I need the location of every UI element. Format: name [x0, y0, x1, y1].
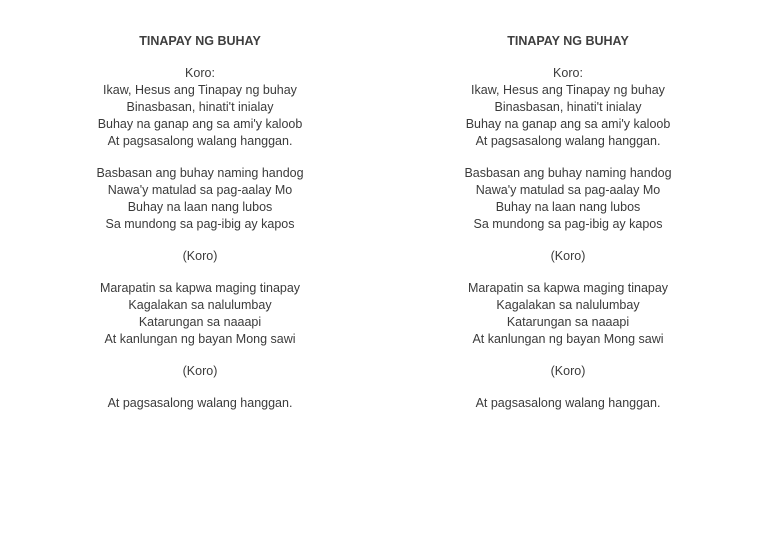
lyrics-column-left: [60, 33, 340, 427]
lyric-line: Kagalakan sa nalulumbay: [496, 298, 640, 312]
lyric-line: At kanlungan ng bayan Mong sawi: [472, 332, 664, 346]
lyric-line: At pagsasalong walang hanggan.: [107, 134, 293, 148]
lyric-line: Nawa'y matulad sa pag-aalay Mo: [475, 183, 661, 197]
stanza-verse-2: [428, 280, 708, 348]
stanza-chorus-ref-1: [428, 248, 708, 265]
stanza-verse-1: [428, 165, 708, 233]
lyric-line: Buhay na ganap ang sa ami'y kaloob: [97, 117, 303, 131]
lyric-line: Sa mundong sa pag-ibig ay kapos: [473, 217, 663, 231]
lyric-line: (Koro): [182, 249, 218, 263]
lyrics-column-right: [428, 33, 708, 427]
lyric-line: Koro:: [185, 66, 215, 80]
lyric-line: Marapatin sa kapwa maging tinapay: [99, 281, 301, 295]
stanza-chorus-ref-2: [428, 363, 708, 380]
lyric-line: Buhay na ganap ang sa ami'y kaloob: [465, 117, 671, 131]
lyric-line: Sa mundong sa pag-ibig ay kapos: [105, 217, 295, 231]
lyric-line: Buhay na laan nang lubos: [127, 200, 273, 214]
lyric-line: Katarungan sa naaapi: [138, 315, 262, 329]
song-title: TINAPAY NG BUHAY: [507, 34, 629, 48]
lyric-line: (Koro): [550, 364, 586, 378]
lyric-line: At kanlungan ng bayan Mong sawi: [104, 332, 296, 346]
lyric-line: Binasbasan, hinati't inialay: [494, 100, 642, 114]
lyric-line: Basbasan ang buhay naming handog: [96, 166, 304, 180]
lyric-line: Marapatin sa kapwa maging tinapay: [467, 281, 669, 295]
lyric-line: At pagsasalong walang hanggan.: [475, 134, 661, 148]
stanza-chorus-ref-1: [60, 248, 340, 265]
stanza-verse-2: [60, 280, 340, 348]
lyric-line: (Koro): [550, 249, 586, 263]
stanza-chorus-ref-2: [60, 363, 340, 380]
lyric-line: At pagsasalong walang hanggan.: [475, 396, 661, 410]
stanza-verse-1: [60, 165, 340, 233]
lyric-line: Katarungan sa naaapi: [506, 315, 630, 329]
lyric-line: Ikaw, Hesus ang Tinapay ng buhay: [103, 83, 297, 97]
lyric-line: (Koro): [182, 364, 218, 378]
stanza-ending: [60, 395, 340, 412]
lyric-line: Basbasan ang buhay naming handog: [464, 166, 672, 180]
lyric-line: Koro:: [553, 66, 583, 80]
lyric-line: Binasbasan, hinati't inialay: [126, 100, 274, 114]
lyric-line: Nawa'y matulad sa pag-aalay Mo: [107, 183, 293, 197]
lyric-line: Kagalakan sa nalulumbay: [128, 298, 272, 312]
lyric-line: Buhay na laan nang lubos: [495, 200, 641, 214]
lyric-line: At pagsasalong walang hanggan.: [107, 396, 293, 410]
stanza-ending: [428, 395, 708, 412]
lyric-line: Ikaw, Hesus ang Tinapay ng buhay: [471, 83, 665, 97]
song-title: TINAPAY NG BUHAY: [139, 34, 261, 48]
stanza-chorus: [60, 65, 340, 150]
stanza-chorus: [428, 65, 708, 150]
